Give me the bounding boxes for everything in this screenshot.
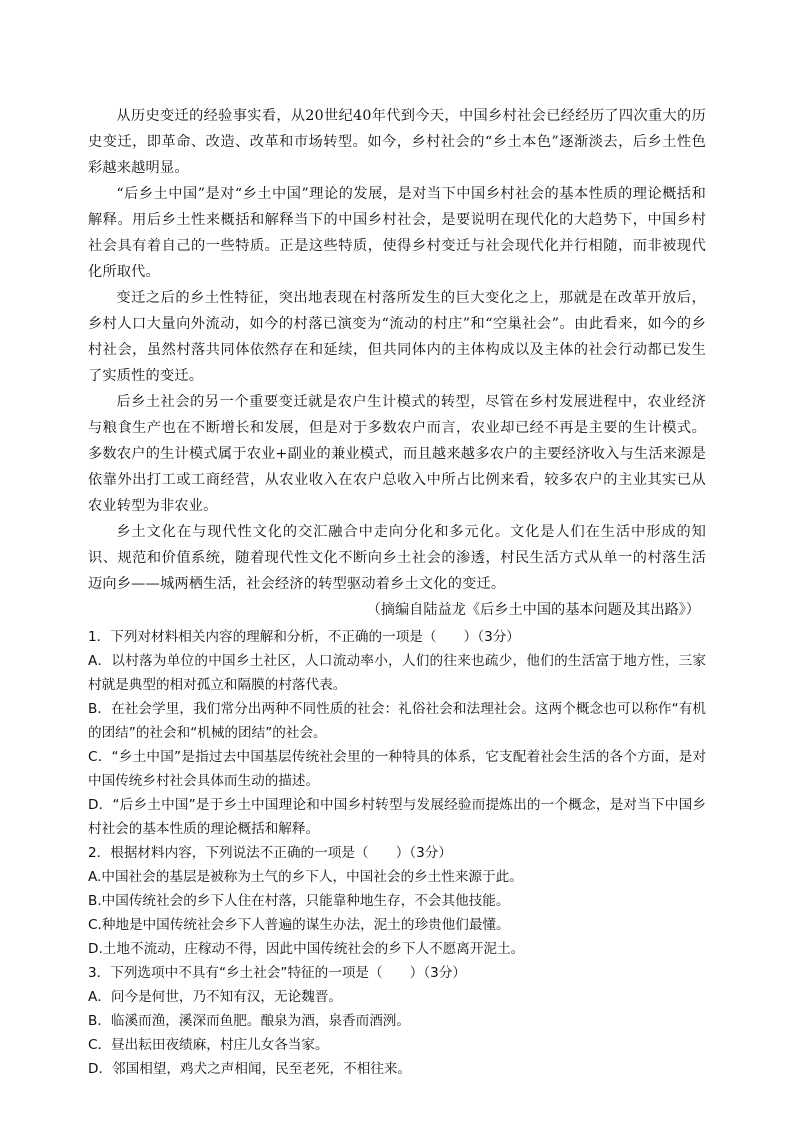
- question-stem: 3．下列选项中不具有“乡土社会”特征的一项是（ ）（3分）: [88, 965, 467, 981]
- option-a: A．以村落为单位的中国乡土社区，人口流动率小，人们的往来也疏少，他们的生活富于地方性，三家村就是典型的相对孤立和隔膜的村落代表。: [88, 653, 706, 693]
- question-1: [88, 625, 706, 841]
- passage-source: （摘编自陆益龙《后乡土中国的基本问题及其出路》）: [366, 602, 700, 618]
- passage-paragraph-5: 乡土文化在与现代性文化的交汇融合中走向分化和多元化。文化是人们在生活中形成的知识、规范和价值系统，随着现代性文化不断向乡土社会的渗透，村民生活方式从单一的村落生活迈向乡——城两栖生活，社会经济的转型驱动着乡土文化的变迁。: [88, 524, 706, 592]
- option-b: B.中国传统社会的乡下人住在村落，只能靠种地生存，不会其他技能。: [88, 893, 510, 909]
- option-a: A．问今是何世，乃不知有汉，无论魏晋。: [88, 989, 342, 1005]
- option-c: C．“乡土中国”是指过去中国基层传统社会里的一种特具的体系，它支配着社会生活的各个方面，是对中国传统乡村社会具体而生动的描述。: [88, 749, 706, 789]
- question-3: [88, 961, 706, 1081]
- option-d: D．“后乡土中国”是于乡土中国理论和中国乡村转型与发展经验而提炼出的一个概念，是对当下中国乡村社会的基本性质的理论概括和解释。: [88, 797, 706, 837]
- passage-paragraph-3: 变迁之后的乡土性特征，突出地表现在村落所发生的巨大变化之上，那就是在改革开放后，乡村人口大量向外流动，如今的村落已演变为“流动的村庄”和“空巢社会”。由此看来，如今的乡村社会，虽然村落共同体依然存在和延续，但共同体内的主体构成以及主体的社会行动都已发生了实质性的变迁。: [88, 290, 706, 384]
- option-b: B．在社会学里，我们常分出两种不同性质的社会：礼俗社会和法理社会。这两个概念也可以称作“有机的团结”的社会和“机械的团结”的社会。: [88, 701, 706, 741]
- option-d: D.土地不流动，庄稼动不得，因此中国传统社会的乡下人不愿离开泥土。: [88, 941, 525, 957]
- passage-paragraph-4: 后乡土社会的另一个重要变迁就是农户生计模式的转型，尽管在乡村发展进程中，农业经济与粮食生产也在不断增长和发展，但是对于多数农户而言，农业却已经不再是主要的生计模式。多数农户的生计模式属于农业+副业的兼业模式，而且越来越多农户的主要经济收入与生活来源是依靠外出打工或工商经营，从农业收入在农户总收入中所占比例来看，较多农户的主业其实已从农业转型为非农业。: [88, 394, 706, 514]
- passage-paragraph-1: 从历史变迁的经验事实看，从20世纪40年代到今天，中国乡村社会已经经历了四次重大的历史变迁，即革命、改造、改革和市场转型。如今，乡村社会的“乡土本色”逐渐淡去，后乡土性色彩越来越明显。: [88, 108, 706, 176]
- option-c: C.种地是中国传统社会乡下人普遍的谋生办法，泥土的珍贵他们最懂。: [88, 917, 510, 933]
- option-b: B．临溪而渔，溪深而鱼肥。酿泉为酒，泉香而酒洌。: [88, 1013, 410, 1029]
- option-d: D．邻国相望，鸡犬之声相闻，民至老死，不相往来。: [88, 1061, 412, 1077]
- question-2: [88, 841, 706, 961]
- reading-passage: [88, 103, 706, 623]
- option-a: A.中国社会的基层是被称为土气的乡下人，中国社会的乡土性来源于此。: [88, 869, 523, 885]
- question-section: [88, 625, 706, 1081]
- question-stem: 1．下列对材料相关内容的理解和分析，不正确的一项是（ ）（3分）: [88, 629, 520, 645]
- passage-paragraph-2: “后乡土中国”是对“乡土中国”理论的发展，是对当下中国乡村社会的基本性质的理论概括和解释。用后乡土性来概括和解释当下的中国乡村社会，是要说明在现代化的大趋势下，中国乡村社会具有着自己的一些特质。正是这些特质，使得乡村变迁与社会现代化并行相随，而非被现代化所取代。: [88, 186, 706, 280]
- document-content: [88, 103, 706, 1081]
- option-c: C．昼出耘田夜绩麻，村庄儿女各当家。: [88, 1037, 329, 1053]
- question-stem: 2．根据材料内容，下列说法不正确的一项是（ ）（3分）: [88, 845, 452, 861]
